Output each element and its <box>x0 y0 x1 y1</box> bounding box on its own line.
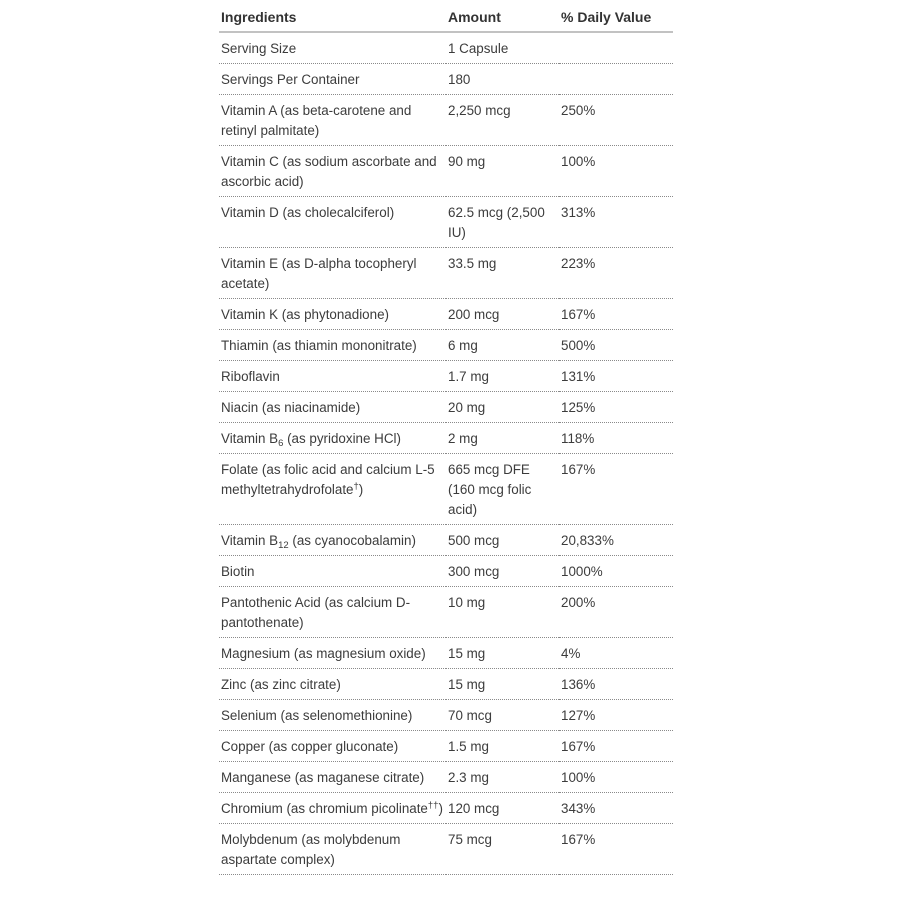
ingredient-amount: 1.7 mg <box>446 361 559 392</box>
table-row <box>219 197 673 248</box>
ingredient-daily-value: 343% <box>559 793 673 824</box>
table-row <box>219 731 673 762</box>
ingredient-daily-value: 313% <box>559 197 673 248</box>
ingredient-name: Zinc (as zinc citrate) <box>219 669 446 700</box>
ingredient-amount: 180 <box>446 64 559 95</box>
ingredient-name: Manganese (as maganese citrate) <box>219 762 446 793</box>
ingredient-amount: 1 Capsule <box>446 32 559 64</box>
ingredients-table <box>219 0 673 875</box>
subscript: 12 <box>278 540 289 551</box>
table-row <box>219 556 673 587</box>
table-row <box>219 793 673 824</box>
table-row <box>219 32 673 64</box>
ingredient-name: Biotin <box>219 556 446 587</box>
ingredient-daily-value: 20,833% <box>559 525 673 556</box>
table-row <box>219 454 673 525</box>
table-row <box>219 638 673 669</box>
nutrition-facts-panel <box>219 0 673 875</box>
ingredient-name: Niacin (as niacinamide) <box>219 392 446 423</box>
ingredient-name: Thiamin (as thiamin mononitrate) <box>219 330 446 361</box>
ingredient-name: Molybdenum (as molybdenum aspartate complex) <box>219 824 446 875</box>
table-row <box>219 587 673 638</box>
ingredient-daily-value: 167% <box>559 731 673 762</box>
ingredient-amount: 6 mg <box>446 330 559 361</box>
ingredient-name: Vitamin $B_6$ (as pyridoxine HCl) <box>219 423 446 454</box>
table-row <box>219 525 673 556</box>
table-row <box>219 299 673 330</box>
ingredient-daily-value: 167% <box>559 299 673 330</box>
ingredient-amount: 200 mcg <box>446 299 559 330</box>
ingredient-name: Riboflavin <box>219 361 446 392</box>
header-daily-value: % Daily Value <box>559 0 673 32</box>
ingredient-daily-value: 136% <box>559 669 673 700</box>
ingredient-amount: 20 mg <box>446 392 559 423</box>
ingredient-daily-value: 100% <box>559 762 673 793</box>
header-amount: Amount <box>446 0 559 32</box>
ingredient-name: Pantothenic Acid (as calcium D-pantothenate) <box>219 587 446 638</box>
ingredient-daily-value: 127% <box>559 700 673 731</box>
ingredient-amount: 2,250 mcg <box>446 95 559 146</box>
table-row <box>219 762 673 793</box>
ingredient-amount: 90 mg <box>446 146 559 197</box>
table-row <box>219 392 673 423</box>
ingredient-daily-value: 100% <box>559 146 673 197</box>
ingredient-name: Chromium (as chromium picolinate††) <box>219 793 446 824</box>
ingredient-daily-value: 125% <box>559 392 673 423</box>
table-row <box>219 361 673 392</box>
table-row <box>219 64 673 95</box>
ingredient-amount: 500 mcg <box>446 525 559 556</box>
ingredient-amount: 300 mcg <box>446 556 559 587</box>
ingredient-amount: 15 mg <box>446 638 559 669</box>
header-ingredients: Ingredients <box>219 0 446 32</box>
table-row <box>219 669 673 700</box>
ingredient-name: Servings Per Container <box>219 64 446 95</box>
ingredient-name: Vitamin A (as beta-carotene and retinyl palmitate) <box>219 95 446 146</box>
ingredient-amount: 75 mcg <box>446 824 559 875</box>
ingredient-daily-value: 118% <box>559 423 673 454</box>
table-row <box>219 423 673 454</box>
ingredient-daily-value: 200% <box>559 587 673 638</box>
table-header-row <box>219 0 673 32</box>
ingredient-amount: 70 mcg <box>446 700 559 731</box>
table-row <box>219 700 673 731</box>
ingredient-amount: 2 mg <box>446 423 559 454</box>
ingredient-name: Selenium (as selenomethionine) <box>219 700 446 731</box>
ingredient-daily-value <box>559 64 673 95</box>
table-row <box>219 330 673 361</box>
ingredient-name: Copper (as copper gluconate) <box>219 731 446 762</box>
ingredient-amount: 1.5 mg <box>446 731 559 762</box>
table-row <box>219 248 673 299</box>
ingredient-name: Magnesium (as magnesium oxide) <box>219 638 446 669</box>
ingredient-daily-value: 167% <box>559 824 673 875</box>
table-row <box>219 824 673 875</box>
ingredient-name: Folate (as folic acid and calcium L-5 methyltetrahydrofolate†) <box>219 454 446 525</box>
ingredient-amount: 62.5 mcg (2,500 IU) <box>446 197 559 248</box>
ingredient-daily-value: 223% <box>559 248 673 299</box>
ingredient-amount: 33.5 mg <box>446 248 559 299</box>
ingredient-name: Vitamin E (as D-alpha tocopheryl acetate) <box>219 248 446 299</box>
footnote-mark: †† <box>427 800 439 811</box>
ingredient-daily-value: 131% <box>559 361 673 392</box>
ingredient-daily-value: 250% <box>559 95 673 146</box>
table-row <box>219 146 673 197</box>
ingredient-amount: 15 mg <box>446 669 559 700</box>
ingredient-name: Vitamin D (as cholecalciferol) <box>219 197 446 248</box>
ingredient-amount: 10 mg <box>446 587 559 638</box>
ingredient-daily-value: 1000% <box>559 556 673 587</box>
ingredient-amount: 665 mcg DFE (160 mcg folic acid) <box>446 454 559 525</box>
ingredient-name: Vitamin C (as sodium ascorbate and ascorbic acid) <box>219 146 446 197</box>
ingredient-amount: 2.3 mg <box>446 762 559 793</box>
ingredient-daily-value <box>559 32 673 64</box>
ingredient-daily-value: 4% <box>559 638 673 669</box>
footnote-mark: † <box>353 481 359 492</box>
ingredient-name: Vitamin $B_{12}$ (as cyanocobalamin) <box>219 525 446 556</box>
ingredient-amount: 120 mcg <box>446 793 559 824</box>
subscript: 6 <box>278 438 284 449</box>
ingredient-daily-value: 167% <box>559 454 673 525</box>
table-row <box>219 95 673 146</box>
ingredient-daily-value: 500% <box>559 330 673 361</box>
ingredient-name: Serving Size <box>219 32 446 64</box>
ingredient-name: Vitamin K (as phytonadione) <box>219 299 446 330</box>
